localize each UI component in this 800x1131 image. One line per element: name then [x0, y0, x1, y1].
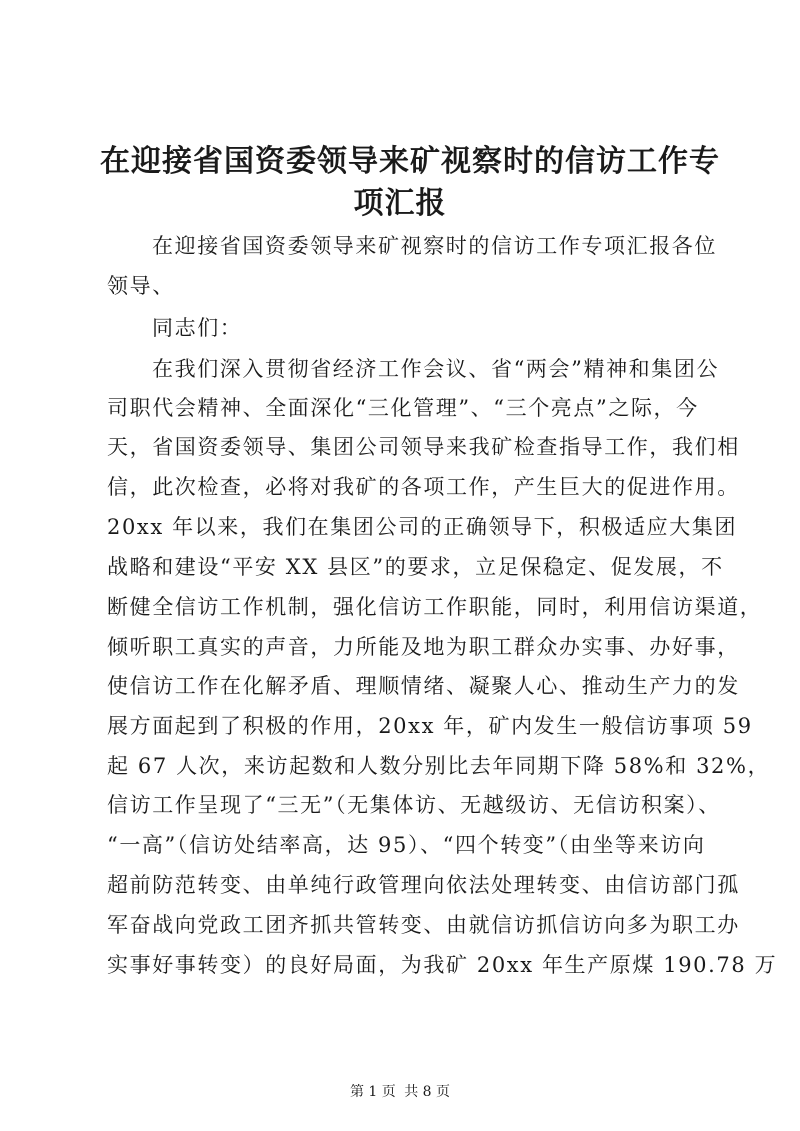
- body-line: 天，省国资委领导、集团公司领导来我矿检查指导工作，我们相: [107, 435, 740, 459]
- body-line: 倾听职工真实的声音，力所能及地为职工群众办实事、办好事，: [107, 635, 740, 659]
- salutation-line: 同志们：: [152, 316, 243, 340]
- document-title-line-1: 在迎接省国资委领导来矿视察时的信访工作专: [100, 144, 720, 179]
- body-line: 在我们深入贯彻省经济工作会议、省“两会”精神和集团公: [152, 357, 720, 381]
- page-footer: [0, 1082, 800, 1102]
- body-line: 军奋战向党政工团齐抓共管转变、由就信访抓信访向多为职工办: [107, 913, 740, 937]
- body-line: “一高”（信访处结率高，达 95）、“四个转变”（由坐等来访向: [107, 833, 706, 857]
- body-line: 起 67 人次，来访起数和人数分别比去年同期下降 58%和 32%，: [107, 754, 771, 778]
- page-number: 第 1 页: [349, 1084, 396, 1100]
- body-line: 超前防范转变、由单纯行政管理向依法处理转变、由信访部门孤: [107, 873, 740, 897]
- body-line: 断健全信访工作机制，强化信访工作职能，同时，利用信访渠道，: [107, 595, 763, 619]
- body-line: 司职代会精神、全面深化“三化管理”、“三个亮点”之际，今: [107, 396, 699, 420]
- body-line: 领导、: [107, 274, 175, 298]
- body-line: 信访工作呈现了“三无”（无集体访、无越级访、无信访积案）、: [107, 793, 721, 817]
- body-line: 战略和建设“平安 XX 县区”的要求，立足保稳定、促发展，不: [107, 555, 724, 579]
- body-line: 信，此次检查，必将对我矿的各项工作，产生巨大的促进作用。: [107, 475, 740, 499]
- document-title-line-2: 项汇报: [353, 186, 447, 221]
- body-line: 实事好事转变）的良好局面，为我矿 20xx 年生产原煤 190.78 万: [107, 953, 778, 977]
- body-line: 展方面起到了积极的作用，20xx 年，矿内发生一般信访事项 59: [107, 714, 753, 738]
- page-total: 共 8 页: [404, 1084, 451, 1100]
- body-line: 20xx 年以来，我们在集团公司的正确领导下，积极适应大集团: [107, 515, 738, 539]
- body-line: 在迎接省国资委领导来矿视察时的信访工作专项汇报各位: [152, 234, 717, 258]
- body-line: 使信访工作在化解矛盾、理顺情绪、凝聚人心、推动生产力的发: [107, 674, 740, 698]
